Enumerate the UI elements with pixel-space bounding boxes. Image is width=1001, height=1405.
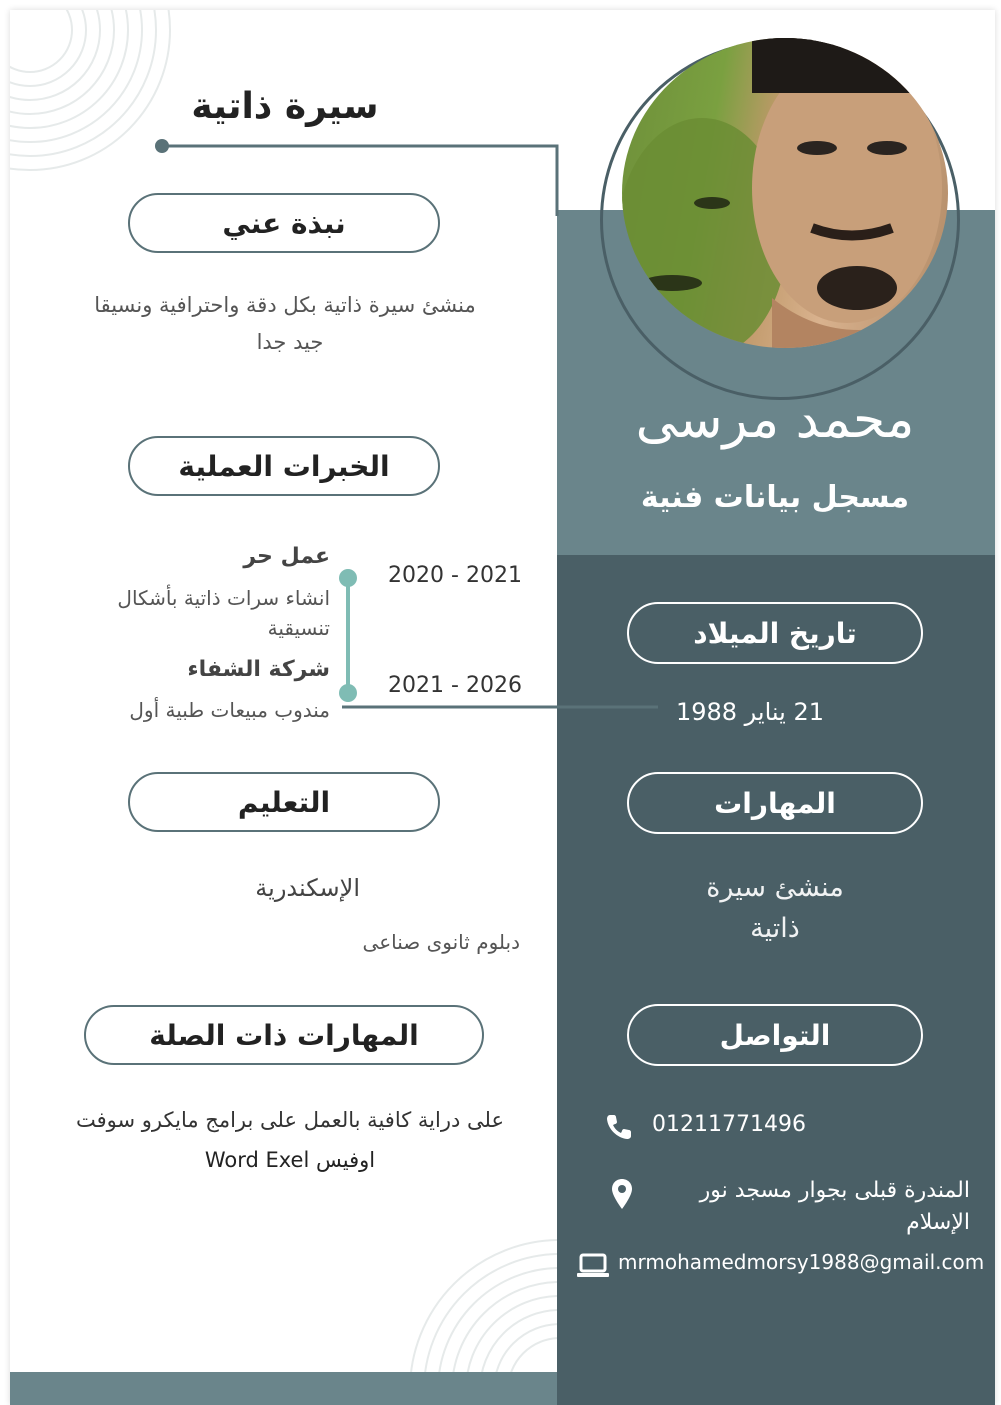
- experience-desc-1a: انشاء سرات ذاتية بأشكال: [117, 586, 330, 610]
- job-title: مسجل بيانات فنية: [640, 480, 910, 515]
- related-skills-line2: اوفيس Word Exel: [204, 1148, 376, 1172]
- phone-icon: [604, 1112, 634, 1142]
- experience-desc-1b: تنسيقية: [267, 616, 330, 640]
- laptop-icon: [576, 1252, 610, 1280]
- about-text-line1: منشئ سيرة ذاتية بكل دقة واحترافية ونسيقا: [94, 293, 476, 317]
- birth-value: 21 يناير 1988: [675, 698, 825, 726]
- contact-address-line1: المندرة قبلى بجوار مسجد نور: [699, 1178, 970, 1203]
- experience-title-2: شركة الشفاء: [187, 657, 330, 682]
- skills-line1: منشئ سيرة: [706, 872, 844, 903]
- person-name: محمد مرسى: [635, 390, 915, 450]
- birth-heading: تاريخ الميلاد: [627, 602, 923, 664]
- related-skills-line1: على دراية كافية بالعمل على برامج مايكرو سوفت: [76, 1108, 504, 1132]
- footer-bar: [10, 1372, 557, 1405]
- contact-phone: 01211771496: [652, 1112, 806, 1137]
- contact-address-line2: الإسلام: [906, 1210, 970, 1235]
- experience-timeline: [330, 565, 670, 725]
- education-degree: دبلوم ثانوى صناعى: [362, 930, 520, 954]
- experience-desc-2: مندوب مبيعات طبية أول: [129, 698, 330, 722]
- about-heading: نبذة عني: [128, 193, 440, 253]
- skills-heading: المهارات: [627, 772, 923, 834]
- resume-page: [10, 10, 995, 1405]
- experience-heading: الخبرات العملية: [128, 436, 440, 496]
- experience-title-1: عمل حر: [243, 544, 330, 569]
- about-text-line2: جيد جدا: [256, 330, 324, 354]
- contact-email: mrmohamedmorsy1988@gmail.com: [618, 1250, 985, 1274]
- experience-period-2: 2026 - 2021: [388, 673, 522, 698]
- contact-heading: التواصل: [627, 1004, 923, 1066]
- person-photo-icon: [622, 38, 948, 348]
- education-heading: التعليم: [128, 772, 440, 832]
- related-skills-heading: المهارات ذات الصلة: [84, 1005, 484, 1065]
- education-place: الإسكندرية: [255, 874, 360, 902]
- skills-line2: ذاتية: [750, 913, 800, 944]
- page-title: سيرة ذاتية: [191, 86, 379, 127]
- experience-period-1: 2021 - 2020: [388, 563, 522, 588]
